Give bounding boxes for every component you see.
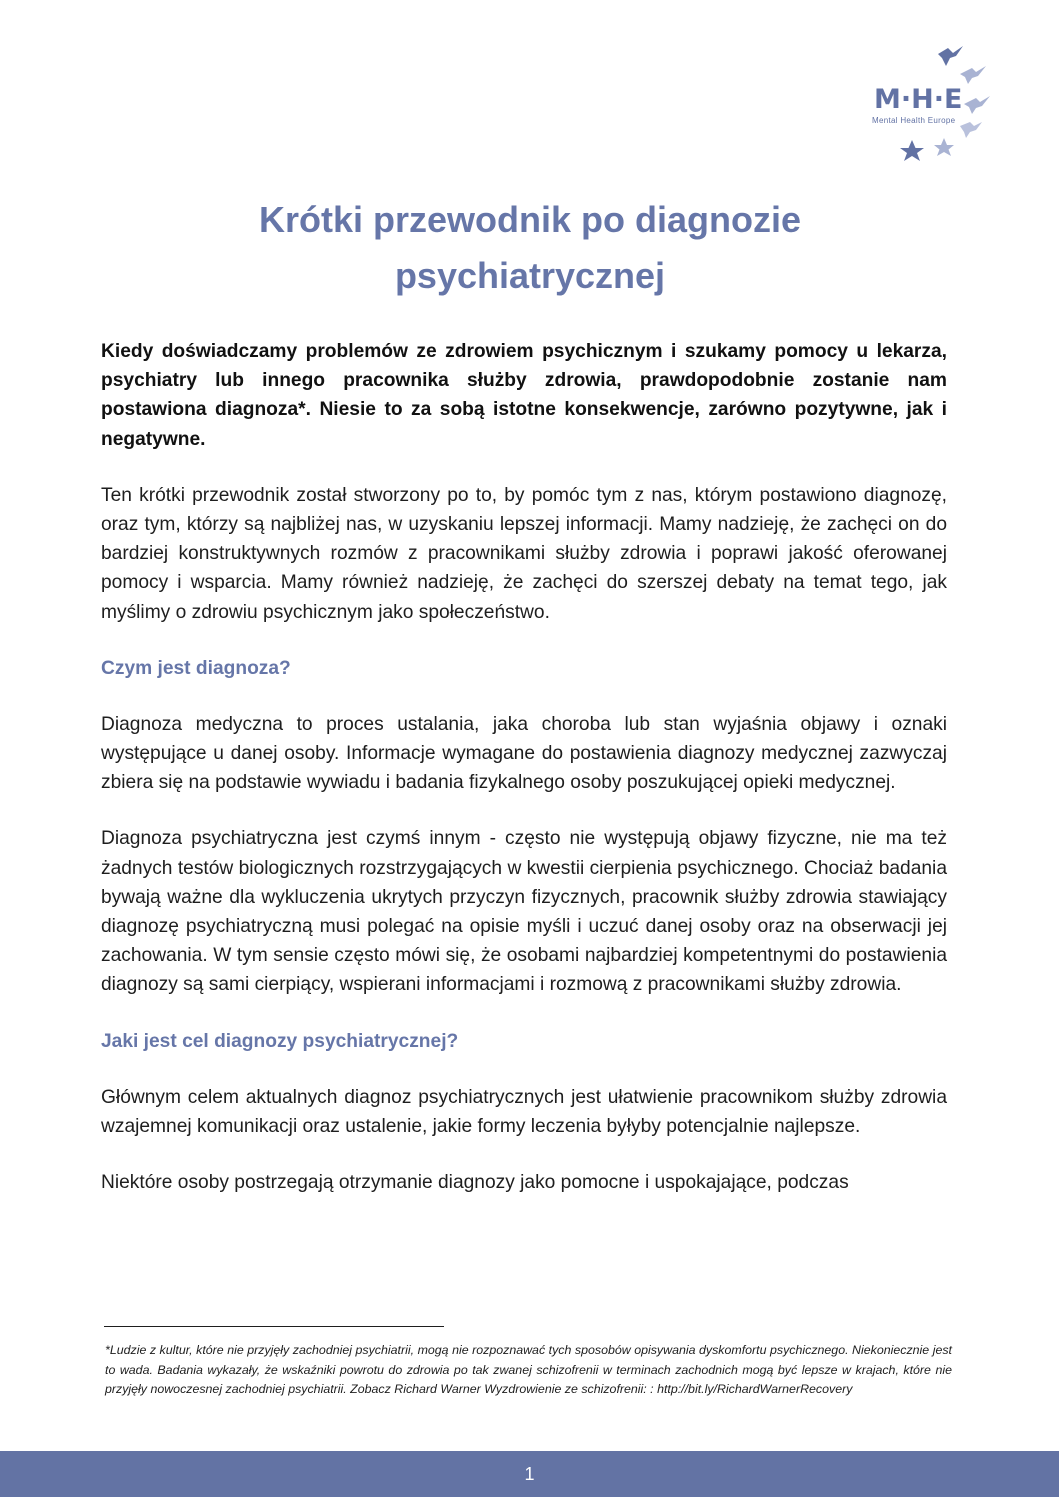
bird-icon xyxy=(964,96,990,114)
medical-diagnosis-paragraph: Diagnoza medyczna to proces ustalania, jaka choroba lub stan wyjaśnia objawy i oznaki występujące u danej osoby. Informacje wymagane do postawienia diagnozy medycznej zazwyczaj zbiera się na podstawie wywiadu i badania fizykalnego osoby poszukującej opieki medycznej. xyxy=(101,713,947,794)
star-icon xyxy=(900,140,924,161)
document-body xyxy=(101,337,947,1197)
bird-icon xyxy=(938,46,963,66)
perception-paragraph: Niektóre osoby postrzegają otrzymanie diagnozy jako pomocne i uspokajające, podczas xyxy=(101,1172,849,1194)
logo-subtitle: Mental Health Europe xyxy=(872,116,956,125)
bird-icon xyxy=(960,66,986,84)
footnote: *Ludzie z kultur, które nie przyjęły zachodniej psychiatrii, mogą nie rozpoznawać tych sposobów opisywania dyskomfortu psychicznego. Niekoniecznie jest to wada. Badania wykazały, że wskaźniki powrotu do zdrowia po tak zwanej schizofrenii w terminach zachodnich mogą być lepsze w krajach, które nie przyjęły nowoczesnej zachodniej psychiatrii. Zobacz Richard Warner Wyzdrowienie ze schizofrenii: : http://bit.ly/RichardWarnerRecovery xyxy=(105,1343,952,1397)
document-title xyxy=(100,192,960,304)
logo-wordmark: M·H·E xyxy=(874,84,963,115)
diagnosis-goal-paragraph: Głównym celem aktualnych diagnoz psychiatrycznych jest ułatwienie pracownikom służby zdrowia wzajemnej komunikacji oraz ustalenie, jakie formy leczenia byłyby potencjalnie najlepsze. xyxy=(101,1086,947,1137)
mhe-logo xyxy=(868,44,998,170)
star-icon xyxy=(934,138,954,156)
title-line-2: psychiatrycznej xyxy=(394,255,666,296)
footnote-divider xyxy=(104,1326,444,1327)
intro-paragraph: Kiedy doświadczamy problemów ze zdrowiem psychicznym i szukamy pomocy u lekarza, psychiatry lub innego pracownika służby zdrowia, prawdopodobnie zostanie nam postawiona diagnoza*. Niesie to za sobą istotne konsekwencje, zarówno pozytywne, jak i negatywne. xyxy=(101,341,947,450)
psychiatric-diagnosis-paragraph: Diagnoza psychiatryczna jest czymś innym - często nie występują objawy fizyczne, nie ma też żadnych testów biologicznych rozstrzygających w kwestii cierpienia psychicznego. Chociaż badania bywają ważne dla wykluczenia ukrytych przyczyn fizycznych, pracownik służby zdrowia stawiający diagnozę psychiatryczną musi polegać na opisie myśli i uczuć danej osoby oraz na obserwacji jej zachowania. W tym sensie często mówi się, że osobami najbardziej kompetentnymi do postawienia diagnozy są sami cierpiący, wspierani informacjami i rozmową z pracownikami służby zdrowia. xyxy=(101,828,947,996)
bird-icon xyxy=(960,122,982,138)
section-heading-what-is-diagnosis: Czym jest diagnoza? xyxy=(101,657,291,679)
purpose-paragraph: Ten krótki przewodnik został stworzony po to, by pomóc tym z nas, którym postawiono diagnozę, oraz tym, którzy są najbliżej nas, w uzyskaniu lepszej informacji. Mamy nadzieję, że zachęci on do bardziej konstruktywnych rozmów z pracownikami służby zdrowia i poprawi jakość oferowanej pomocy i wsparcia. Mamy również nadzieję, że zachęci do szerszej debaty na temat tego, jak myślimy o zdrowiu psychicznym jako społeczeństwo. xyxy=(101,484,947,623)
title-line-1: Krótki przewodnik po diagnozie xyxy=(258,199,802,240)
page-number: 1 xyxy=(524,1464,535,1484)
page-footer xyxy=(0,1451,1059,1497)
section-heading-diagnosis-purpose: Jaki jest cel diagnozy psychiatrycznej? xyxy=(101,1030,459,1052)
